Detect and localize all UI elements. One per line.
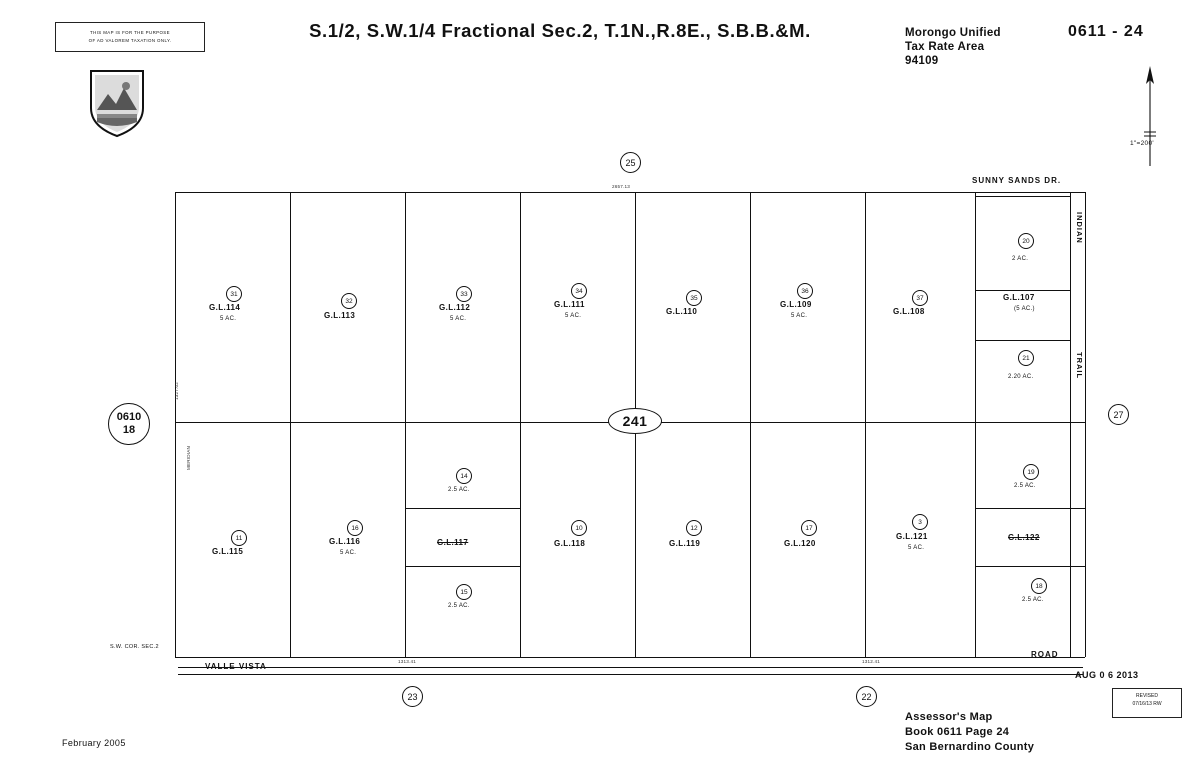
street-label-indian: INDIAN — [1075, 212, 1084, 244]
parcel-lot-label-struck: G.L.122 — [1008, 533, 1040, 542]
map-scale-label: 1"=200' — [1130, 140, 1154, 147]
parcel-acreage: 2.20 AC. — [1008, 374, 1034, 380]
parcel-divider-7 — [975, 192, 976, 657]
parcel-lot-label: G.L.113 — [324, 311, 356, 320]
parcel-acreage: 5 AC. — [908, 545, 925, 551]
right-block-divider-4 — [975, 566, 1085, 567]
boundary-left — [175, 192, 176, 657]
book-page-number: 0611 - 24 — [1068, 23, 1144, 40]
parcel-acreage: 5 AC. — [450, 316, 467, 322]
parcel-number: 12 — [686, 520, 702, 536]
street-label-road: ROAD — [1031, 650, 1059, 659]
parcel-number: 21 — [1018, 350, 1034, 366]
tax-rate-area-number: 94109 — [905, 55, 939, 67]
parcel-acreage: 5 AC. — [791, 313, 808, 319]
parcel-lot-label: G.L.115 — [212, 547, 244, 556]
left-dimension-top: 1327.02 — [174, 381, 179, 400]
section-corner-note: S.W. COR. SEC.2 — [110, 644, 159, 650]
county-seal-icon — [88, 68, 146, 138]
section-number-top: 25 — [620, 152, 641, 173]
parcel-number: 11 — [231, 530, 247, 546]
parcel-number: 14 — [456, 468, 472, 484]
parcel-number: 33 — [456, 286, 472, 302]
parcel-number: 15 — [456, 584, 472, 600]
parcel-acreage: 2.5 AC. — [448, 603, 470, 609]
street-label-trail: TRAIL — [1075, 352, 1084, 380]
boundary-top — [175, 192, 1085, 193]
parcel-acreage: 2.5 AC. — [1022, 597, 1044, 603]
parcel-number: 18 — [1031, 578, 1047, 594]
parcel-divider-2 — [405, 192, 406, 657]
parcel-divider-5 — [750, 192, 751, 657]
indian-trail-edge — [1070, 192, 1071, 657]
parcel-number: 35 — [686, 290, 702, 306]
section-number-bottom-left: 23 — [402, 686, 423, 707]
parcel-divider-6 — [865, 192, 866, 657]
disclaimer-line-1: THIS MAP IS FOR THE PURPOSE — [90, 30, 170, 35]
parcel-acreage: 2 AC. — [1012, 256, 1029, 262]
adjacent-page: 18 — [122, 424, 136, 436]
right-block-divider-1 — [975, 290, 1070, 291]
bottom-dimension-right: 1312.41 — [862, 659, 881, 664]
section-number-right: 27 — [1108, 404, 1129, 425]
split-line-upper — [405, 508, 520, 509]
right-block-divider-3 — [975, 508, 1085, 509]
boundary-right — [1085, 192, 1086, 657]
parcel-divider-1 — [290, 192, 291, 657]
parcel-acreage: 2.5 AC. — [448, 487, 470, 493]
parcel-lot-label: G.L.112 — [439, 303, 471, 312]
tax-rate-area-block — [905, 26, 1001, 68]
revision-label: REVISED — [1136, 693, 1158, 699]
parcel-lot-label: G.L.108 — [893, 307, 925, 316]
parcel-number: 32 — [341, 293, 357, 309]
assessor-map-block — [905, 710, 1034, 755]
parcel-lot-label: G.L.120 — [784, 539, 816, 548]
parcel-lot-label: G.L.111 — [554, 300, 585, 309]
top-dimension: 2657.13 — [612, 184, 631, 189]
parcel-number: 17 — [801, 520, 817, 536]
bottom-dimension-left: 1313.41 — [398, 659, 417, 664]
parcel-map-number: 241 — [608, 408, 662, 434]
parcel-number: 34 — [571, 283, 587, 299]
page-title: S.1/2, S.W.1/4 Fractional Sec.2, T.1N.,R.8E., S.B.B.&M. — [309, 20, 811, 41]
parcel-divider-3 — [520, 192, 521, 657]
parcel-acreage: 5 AC. — [565, 313, 582, 319]
assessor-county: San Bernardino County — [905, 741, 1035, 753]
split-line-lower — [405, 566, 520, 567]
school-district-label: Morongo Unified — [905, 27, 1001, 39]
tax-rate-area-label: Tax Rate Area — [905, 41, 985, 53]
parcel-lot-label: G.L.107 — [1003, 293, 1035, 302]
parcel-number: 20 — [1018, 233, 1034, 249]
disclaimer-box — [55, 22, 205, 52]
parcel-lot-label: G.L.114 — [209, 303, 241, 312]
parcel-number: 19 — [1023, 464, 1039, 480]
parcel-number: 10 — [571, 520, 587, 536]
boundary-bottom — [175, 657, 1085, 658]
disclaimer-line-2: OF AD VALOREM TAXATION ONLY. — [88, 38, 172, 43]
parcel-lot-label: G.L.119 — [669, 539, 701, 548]
adjacent-book: 0610 — [116, 411, 142, 423]
parcel-acreage: 5 AC. — [220, 316, 237, 322]
revision-date: 07/16/13 RW — [1132, 701, 1162, 707]
road-line-lower — [178, 674, 1083, 675]
parcel-lot-label: G.L.118 — [554, 539, 586, 548]
road-line-upper — [178, 667, 1083, 668]
left-label-meridian: MERIDIAN — [186, 445, 191, 470]
assessor-book-page: Book 0611 Page 24 — [905, 726, 1010, 738]
parcel-lot-label: G.L.121 — [896, 532, 928, 541]
assessor-map-title: Assessor's Map — [905, 711, 993, 723]
adjacent-book-page-left — [108, 403, 150, 445]
date-stamp: AUG 0 6 2013 — [1075, 670, 1139, 680]
parcel-number: 36 — [797, 283, 813, 299]
parcel-number: 16 — [347, 520, 363, 536]
parcel-lot-label: G.L.110 — [666, 307, 698, 316]
parcel-acreage: (5 AC.) — [1014, 306, 1035, 312]
revision-box — [1112, 688, 1182, 718]
parcel-lot-label: G.L.109 — [780, 300, 812, 309]
map-date: February 2005 — [62, 738, 126, 748]
parcel-number: 37 — [912, 290, 928, 306]
parcel-acreage: 2.5 AC. — [1014, 483, 1036, 489]
section-number-bottom-right: 22 — [856, 686, 877, 707]
street-label-sunny-sands: SUNNY SANDS DR. — [972, 176, 1062, 185]
parcel-number: 31 — [226, 286, 242, 302]
parcel-lot-label-struck: G.L.117 — [437, 538, 469, 547]
parcel-acreage: 5 AC. — [340, 550, 357, 556]
north-arrow-icon — [1130, 62, 1170, 172]
sunny-sands-south-line — [975, 196, 1070, 197]
parcel-number: 3 — [912, 514, 928, 530]
right-block-divider-2 — [975, 340, 1070, 341]
parcel-lot-label: G.L.116 — [329, 537, 361, 546]
